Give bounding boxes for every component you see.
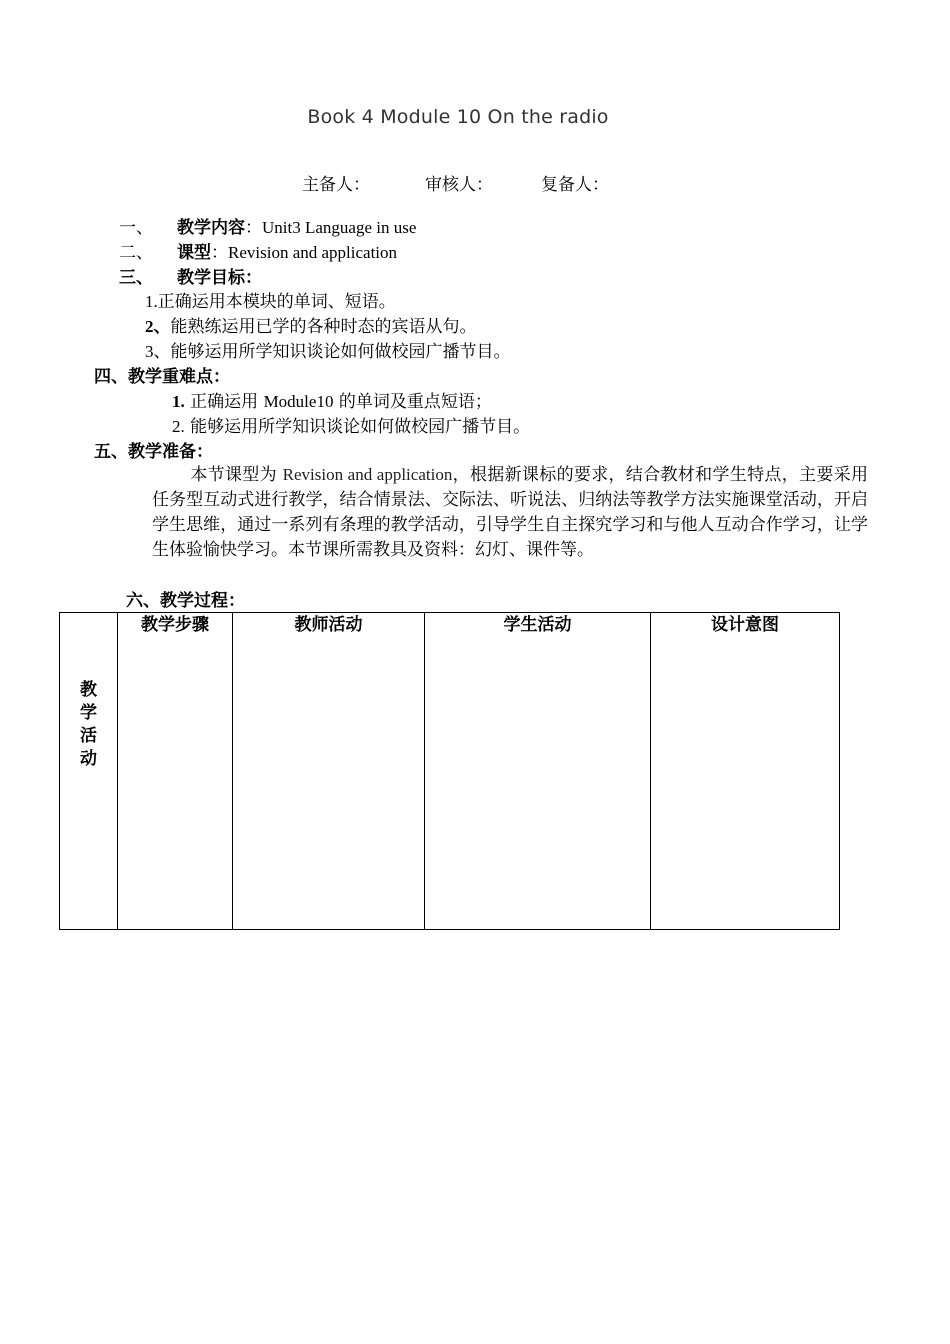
table-cell [118,613,233,930]
section-lesson-type [119,241,397,265]
table-cell [233,613,425,930]
section-value: Revision and application [228,243,398,262]
column-header-design: 设计意图 [711,615,779,635]
chief-preparer-label: 主备人： [302,175,370,195]
key-point-number: 1. [172,392,185,411]
preparation-text-body: ，根据新课标的要求，结合教材和学生特点，主要采用任务型互动式进行教学，结合情景法、交际法、听说法、归纳法等教学方法实施课堂活动，开启学生思维，通过一系列有条理的教学活动，引导学生自主探究学习和与他人互动合作学习，让学生体验愉快学习。本节课所需教具及资料：幻灯、课件等。 [152,465,869,560]
reviewer-label: 审核人： [425,175,493,195]
section-number: 二、 [119,243,153,263]
teaching-process-table [59,612,840,930]
key-point-text-post: 的单词及重点短语； [333,392,492,412]
goal-text: 正确运用本模块的单词、短语。 [157,292,396,312]
section-key-points-heading: 四、教学重难点： [94,367,230,387]
section-process-heading: 六、教学过程： [126,591,245,611]
co-preparer-label: 复备人： [541,175,609,195]
section-value: Unit3 Language in use [262,218,417,237]
goal-item [145,290,396,314]
section-label: 教学内容 [177,218,245,238]
goal-item [145,340,511,364]
preparation-paragraph [152,462,868,563]
key-point-text: 能够运用所学知识谈论如何做校园广播节目。 [184,417,531,437]
section-label: 教学目标 [177,268,245,288]
goal-separator: 、 [153,317,171,337]
goal-text: 能够运用所学知识谈论如何做校园广播节目。 [170,342,511,362]
section-goals-heading [119,266,262,290]
key-point-text-en: Module10 [263,392,334,411]
goal-number: 3 [145,342,154,361]
goal-item [145,315,477,339]
section-preparation-heading: 五、教学准备： [94,442,213,462]
page-title: Book 4 Module 10 On the radio [307,106,609,128]
section-colon: ： [245,268,262,288]
goal-number: 1. [145,292,158,311]
key-point-text-pre: 正确运用 [184,392,264,412]
key-point-item [172,415,530,439]
section-colon: ： [245,218,262,238]
goal-separator: 、 [153,342,171,362]
preparation-text-pre: 本节课型为 [190,465,283,485]
goal-number: 2 [145,317,154,336]
column-header-steps: 教学步骤 [141,615,209,635]
column-header-student: 学生活动 [503,615,572,635]
table-cell [425,613,651,930]
table-cell [651,613,840,930]
table-row [60,613,840,930]
key-point-number: 2. [172,417,185,436]
section-label: 课型 [177,243,211,263]
section-content [119,216,416,240]
table-side-cell [60,613,118,930]
table-side-label: 教学活动 [80,680,97,769]
column-header-teacher: 教师活动 [294,615,363,635]
key-point-item [172,390,492,414]
goal-text: 能熟练运用已学的各种时态的宾语从句。 [170,317,477,337]
preparation-text-en: Revision and application [282,465,453,484]
section-colon: ： [211,243,228,263]
section-number: 一、 [119,218,153,238]
section-number: 三、 [119,268,153,288]
